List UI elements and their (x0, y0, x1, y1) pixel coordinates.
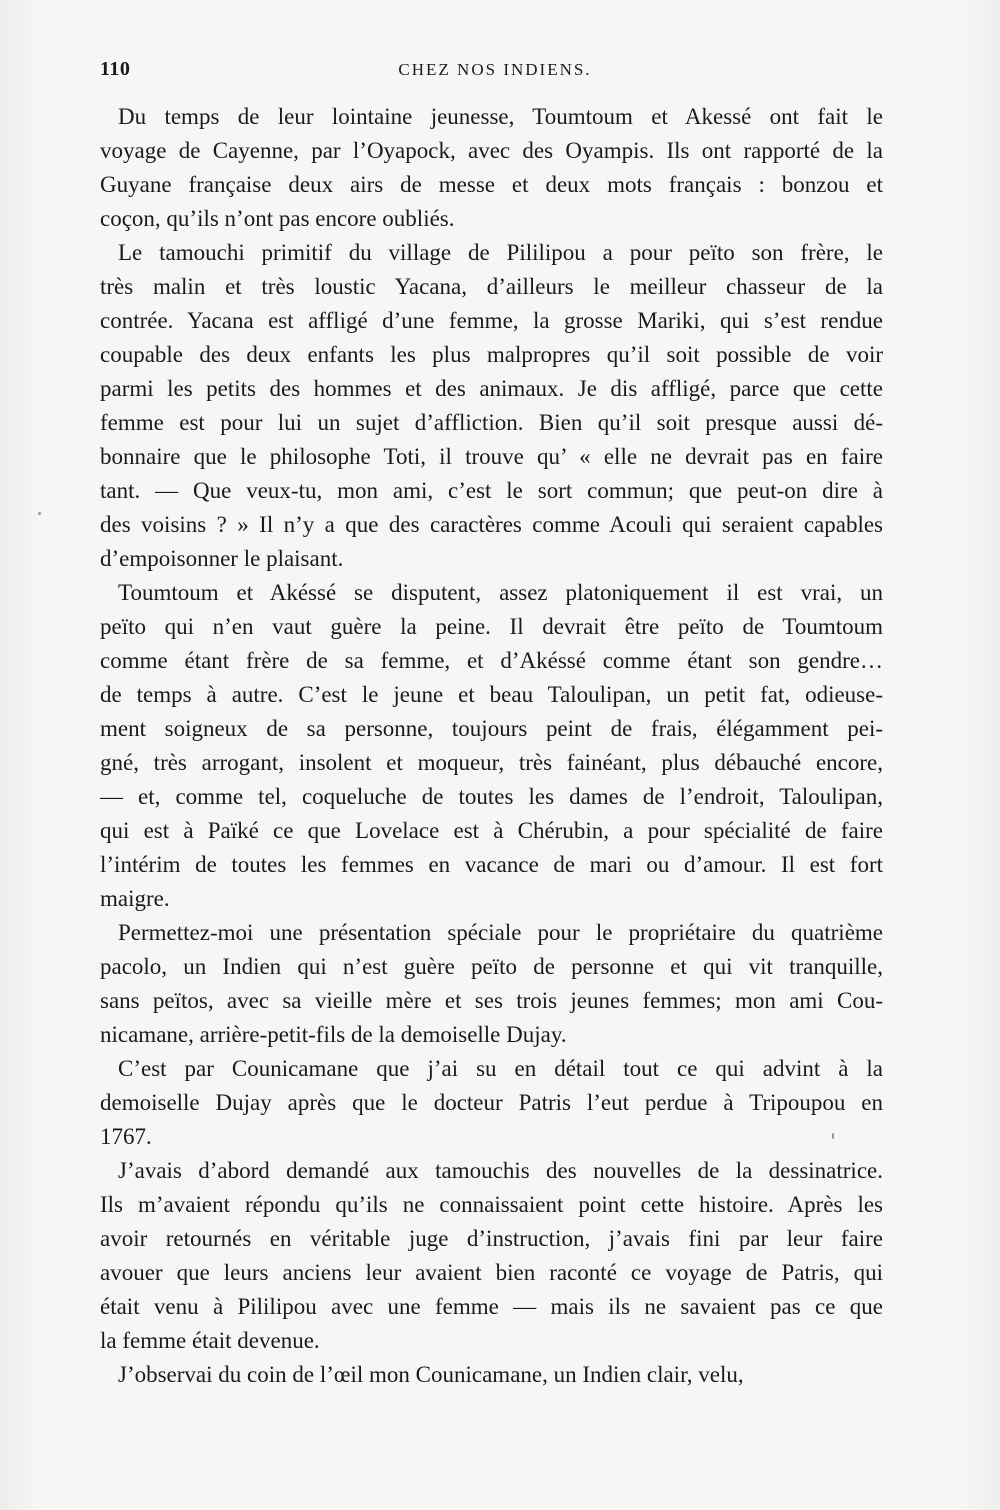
text-line: Du temps de leur lointaine jeunesse, Toumtoum et Akessé ont fait le (118, 104, 883, 129)
text-line: la femme était devenue. (100, 1328, 320, 1353)
text-line: Ils m’avaient répondu qu’ils ne connaissaient point cette histoire. Après les (100, 1192, 883, 1217)
text-line: contrée. Yacana est affligé d’une femme, la grosse Mariki, qui s’est rendue (100, 308, 883, 333)
paragraph (118, 1358, 883, 1392)
text-line: très malin et très loustic Yacana, d’ailleurs le meilleur chasseur de la (100, 274, 883, 299)
text-line: ment soigneux de sa personne, toujours peint de frais, élégamment pei- (100, 716, 883, 741)
text-line: d’empoisonner le plaisant. (100, 546, 344, 571)
paragraph (100, 576, 883, 916)
paper-speck (38, 512, 41, 515)
text-line: — et, comme tel, coqueluche de toutes les dames de l’endroit, Taloulipan, (100, 784, 883, 809)
paragraph (100, 100, 883, 236)
page-number: 110 (100, 58, 131, 80)
paragraph (100, 1154, 883, 1358)
page-header (100, 58, 890, 88)
text-line: coçon, qu’ils n’ont pas encore oubliés. (100, 206, 455, 231)
text-line: nicamane, arrière-petit-fils de la demoiselle Dujay. (100, 1022, 567, 1047)
text-line: de temps à autre. C’est le jeune et beau Taloulipan, un petit fat, odieuse- (100, 682, 883, 707)
paragraph (100, 1052, 883, 1154)
text-line: maigre. (100, 886, 170, 911)
text-line: C’est par Counicamane que j’ai su en détail tout ce qui advint à la (118, 1056, 883, 1081)
paper-speck (832, 1133, 834, 1139)
text-line: Guyane française deux airs de messe et deux mots français : bonzou et (100, 172, 883, 197)
text-line: peïto qui n’en vaut guère la peine. Il devrait être peïto de Toumtoum (100, 614, 883, 639)
text-line: demoiselle Dujay après que le docteur Patris l’eut perdue à Tripoupou en (100, 1090, 883, 1115)
text-line: était venu à Pililipou avec une femme — mais ils ne savaient pas ce que (100, 1294, 883, 1319)
text-line: avoir retournés en véritable juge d’instruction, j’avais fini par leur faire (100, 1226, 883, 1251)
text-line: 1767. (100, 1124, 152, 1149)
text-line: tant. — Que veux-tu, mon ami, c’est le sort commun; que peut-on dire à (100, 478, 883, 503)
text-line: l’intérim de toutes les femmes en vacance de mari ou d’amour. Il est fort (100, 852, 883, 877)
text-line: avouer que leurs anciens leur avaient bien raconté ce voyage de Patris, qui (100, 1260, 883, 1285)
text-line: Toumtoum et Akéssé se disputent, assez platoniquement il est vrai, un (118, 580, 883, 605)
text-line: pacolo, un Indien qui n’est guère peïto de personne et qui vit tranquille, (100, 954, 883, 979)
text-line: Le tamouchi primitif du village de Pililipou a pour peïto son frère, le (118, 240, 883, 265)
text-line: gné, très arrogant, insolent et moqueur, très fainéant, plus débauché encore, (100, 750, 883, 775)
text-line: parmi les petits des hommes et des animaux. Je dis affligé, parce que cette (100, 376, 883, 401)
running-title: CHEZ NOS INDIENS. (398, 60, 592, 79)
paragraph (100, 916, 883, 1052)
text-line: bonnaire que le philosophe Toti, il trouve qu’ « elle ne devrait pas en faire (100, 444, 883, 469)
text-line: J’observai du coin de l’œil mon Counicamane, un Indien clair, velu, (118, 1362, 744, 1387)
body-text (100, 100, 883, 1392)
text-line: Permettez-moi une présentation spéciale pour le propriétaire du quatrième (118, 920, 883, 945)
text-line: coupable des deux enfants les plus malpropres qu’il soit possible de voir (100, 342, 883, 367)
text-line: des voisins ? » Il n’y a que des caractères comme Acouli qui seraient capables (100, 512, 883, 537)
text-line: voyage de Cayenne, par l’Oyapock, avec des Oyampis. Ils ont rapporté de la (100, 138, 883, 163)
text-line: qui est à Païké ce que Lovelace est à Chérubin, a pour spécialité de faire (100, 818, 883, 843)
text-line: J’avais d’abord demandé aux tamouchis des nouvelles de la dessinatrice. (118, 1158, 883, 1183)
text-line: femme est pour lui un sujet d’affliction. Bien qu’il soit presque aussi dé- (100, 410, 883, 435)
paragraph (100, 236, 883, 576)
text-line: sans peïtos, avec sa vieille mère et ses trois jeunes femmes; mon ami Cou- (100, 988, 883, 1013)
text-line: comme étant frère de sa femme, et d’Akéssé comme étant son gendre… (100, 648, 883, 673)
